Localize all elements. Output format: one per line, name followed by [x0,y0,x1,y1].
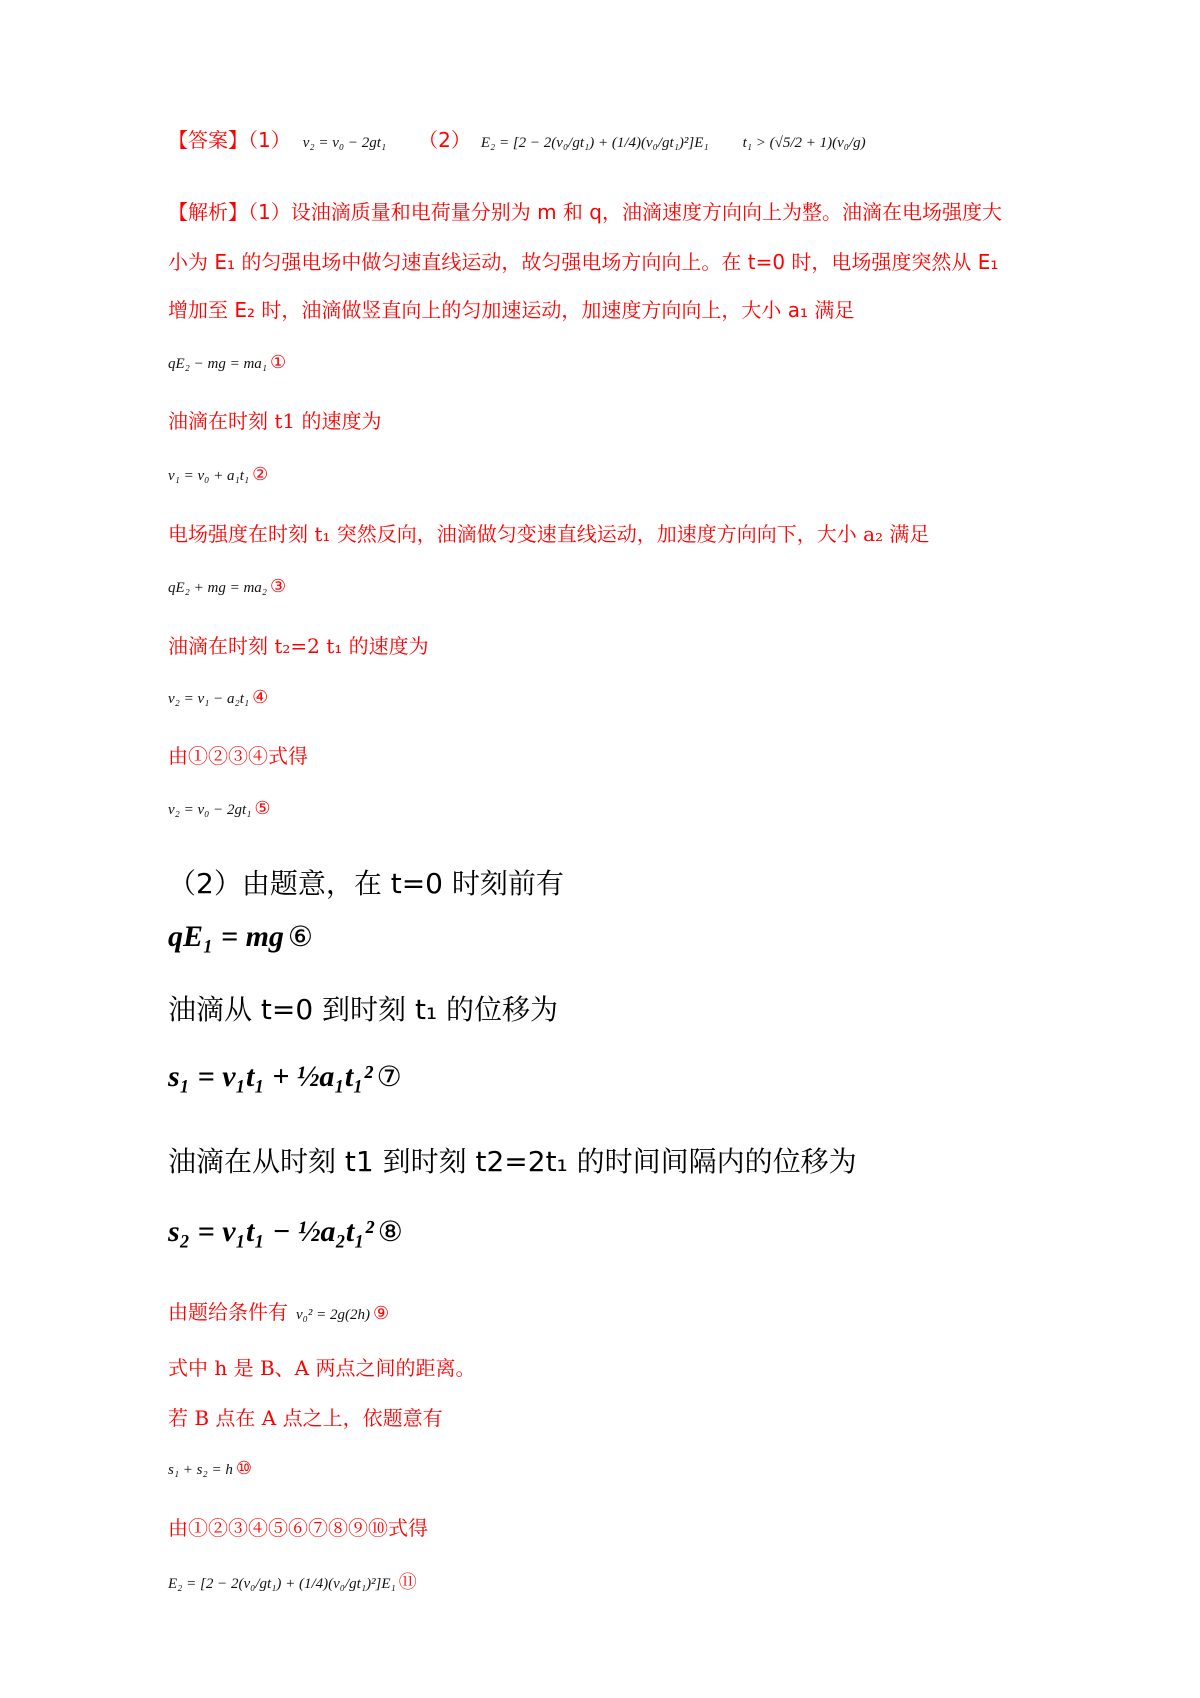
equation-2-formula: v₁ = v₀ + a₁t₁ [168,468,250,484]
circled-2: ② [252,464,269,484]
answer-part2-label: （2） [418,128,471,152]
text-reverse: 电场强度在时刻 t₁ 突然反向，油滴做匀变速直线运动，加速度方向向下，大小 a₂ 满足 [168,522,930,546]
equation-3 [168,576,286,597]
text-v2: 油滴在时刻 t₂=2 t₁ 的速度为 [168,634,429,658]
equation-11-formula: E₂ = [2 − 2(v₀/gt₁) + (1/4)(v₀/gt₁)²]E₁ [168,1576,396,1592]
analysis-intro-2: 小为 E₁ 的匀强电场中做匀速直线运动，故匀强电场方向向上。在 t=0 时，电场强度突然从 E₁ [168,250,999,274]
text-b-above: 若 B 点在 A 点之上，依题意有 [168,1406,443,1430]
circled-7: ⑦ [376,1062,402,1093]
analysis-intro-line-1 [168,196,1002,225]
answer-part2-formula: E₂ = [2 − 2(v₀/gt₁) + (1/4)(v₀/gt₁)²]E₁ [480,135,709,151]
text-given: 由题给条件有 [168,1300,288,1324]
answer-label: 【答案】 [168,128,248,152]
text-v1: 油滴在时刻 t1 的速度为 [168,409,382,433]
equation-3-formula: qE₂ + mg = ma₂ [168,580,268,596]
circled-8: ⑧ [377,1217,403,1248]
analysis-intro-3: 增加至 E₂ 时，油滴做竖直向上的匀加速运动，加速度方向向上，大小 a₁ 满足 [168,298,855,322]
equation-1 [168,352,286,373]
circled-6: ⑥ [287,922,314,953]
equation-6-formula: qE₁ = mg [168,920,284,953]
equation-5-formula: v₂ = v₀ − 2gt₁ [168,802,252,818]
circled-9: ⑨ [372,1303,390,1323]
circled-3: ③ [270,576,287,596]
equation-9-formula: v₀² = 2g(2h) [296,1307,370,1323]
equation-10 [168,1458,252,1479]
circled-1: ① [270,352,287,372]
equation-7 [168,1060,402,1094]
analysis-label: 【解析】 [168,200,248,224]
equation-11 [168,1568,417,1594]
circled-11: ⑪ [398,1572,417,1592]
equation-4 [168,687,268,708]
equation-8-formula: s₂ = v₁t₁ − ½a₂t₁² [168,1215,374,1248]
equation-2 [168,464,268,485]
circled-4: ④ [252,687,269,707]
text-s2: 油滴在从时刻 t1 到时刻 t2=2t₁ 的时间间隔内的位移为 [168,1145,857,1178]
circled-5: ⑤ [254,798,271,818]
equation-6 [168,920,313,954]
equation-4-formula: v₂ = v₁ − a₂t₁ [168,691,250,707]
answer-part1-formula: v₂ = v₀ − 2gt₁ [302,135,387,151]
text-from-1234: 由①②③④式得 [168,744,308,768]
part2-intro: （2）由题意，在 t=0 时刻前有 [168,867,564,900]
answer-line [168,124,866,153]
equation-5 [168,798,271,819]
equation-7-formula: s₁ = v₁t₁ + ½a₁t₁² [168,1060,373,1093]
answer-part2-condition: t₁ > (√5/2 + 1)(v₀/g) [742,135,866,151]
equation-1-formula: qE₂ − mg = ma₁ [168,356,268,372]
text-from-all: 由①②③④⑤⑥⑦⑧⑨⑩式得 [168,1516,428,1540]
equation-10-formula: s₁ + s₂ = h [168,1462,233,1478]
circled-10: ⑩ [235,1458,252,1478]
answer-part1-label: （1） [248,128,291,152]
text-h: 式中 h 是 B、A 两点之间的距离。 [168,1356,476,1380]
text-s1: 油滴从 t=0 到时刻 t₁ 的位移为 [168,993,559,1026]
analysis-intro-1: （1）设油滴质量和电荷量分别为 m 和 q，油滴速度方向向上为整。油滴在电场强度大 [248,200,1002,224]
given-line [168,1296,389,1325]
equation-8 [168,1215,403,1249]
